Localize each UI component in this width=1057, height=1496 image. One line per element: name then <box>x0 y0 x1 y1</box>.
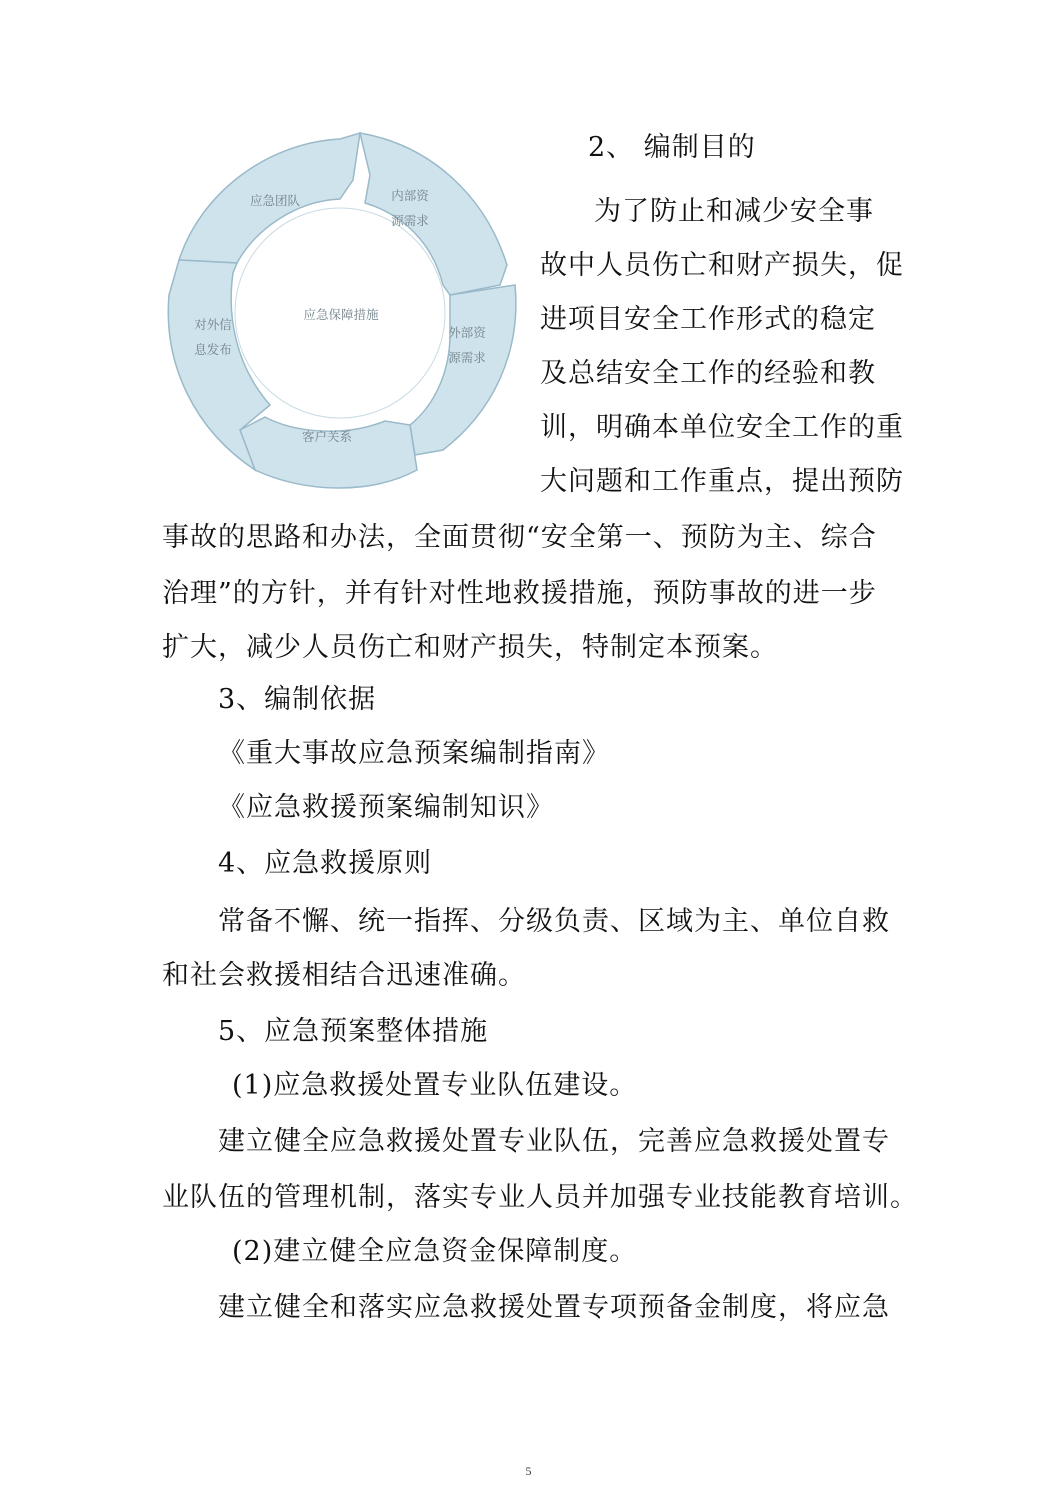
paragraph-line: 大问题和工作重点，提出预防 <box>540 466 904 497</box>
page-number: 5 <box>525 1464 532 1478</box>
paragraph-line: 业队伍的管理机制，落实专业人员并加强专业技能教育培训。 <box>162 1182 918 1213</box>
paragraph-line: 训，明确本单位安全工作的重 <box>540 412 904 443</box>
paragraph-line: 和社会救援相结合迅速准确。 <box>162 960 526 991</box>
paragraph-line: 治理”的方针，并有针对性地救援措施，预防事故的进一步 <box>162 578 877 609</box>
heading-2-purpose: 2、 编制目的 <box>588 132 756 163</box>
paragraph-line: 故中人员伤亡和财产损失，促 <box>540 250 904 281</box>
paragraph-line: 建立健全和落实应急救援处置专项预备金制度，将应急 <box>218 1292 890 1323</box>
paragraph-line: 为了防止和减少安全事 <box>594 196 874 227</box>
subheading-1: (1)应急救援处置专业队伍建设。 <box>232 1070 638 1101</box>
heading-3-basis: 3、编制依据 <box>218 684 377 715</box>
paragraph-line: 建立健全应急救援处置专业队伍，完善应急救援处置专 <box>218 1126 890 1157</box>
external-label-1: 外部资 <box>448 325 486 340</box>
heading-4-principles: 4、应急救援原则 <box>218 848 433 879</box>
subheading-2: (2)建立健全应急资金保障制度。 <box>232 1236 638 1267</box>
customer-label: 客户关系 <box>301 429 353 444</box>
info-label-1: 对外信 <box>194 317 232 332</box>
emergency-cycle-diagram <box>155 125 525 495</box>
paragraph-line: 及总结安全工作的经验和教 <box>540 358 876 389</box>
internal-label-2: 源需求 <box>391 213 429 228</box>
external-label-2: 源需求 <box>448 350 486 365</box>
center-label: 应急保障措施 <box>303 307 379 322</box>
team-label: 应急团队 <box>249 193 301 208</box>
paragraph-line: 进项目安全工作形式的稳定 <box>540 304 876 335</box>
paragraph-line: 常备不懈、统一指挥、分级负责、区域为主、单位自救 <box>218 906 890 937</box>
internal-label-1: 内部资 <box>391 188 429 203</box>
segment-customer <box>240 417 417 488</box>
reference-title: 《重大事故应急预案编制指南》 <box>218 738 610 769</box>
heading-5-measures: 5、应急预案整体措施 <box>218 1016 489 1047</box>
reference-title: 《应急救援预案编制知识》 <box>218 792 554 823</box>
info-label-2: 息发布 <box>194 342 232 357</box>
paragraph-line: 事故的思路和办法，全面贯彻“安全第一、预防为主、综合 <box>162 522 877 553</box>
paragraph-line: 扩大，减少人员伤亡和财产损失，特制定本预案。 <box>162 632 778 663</box>
